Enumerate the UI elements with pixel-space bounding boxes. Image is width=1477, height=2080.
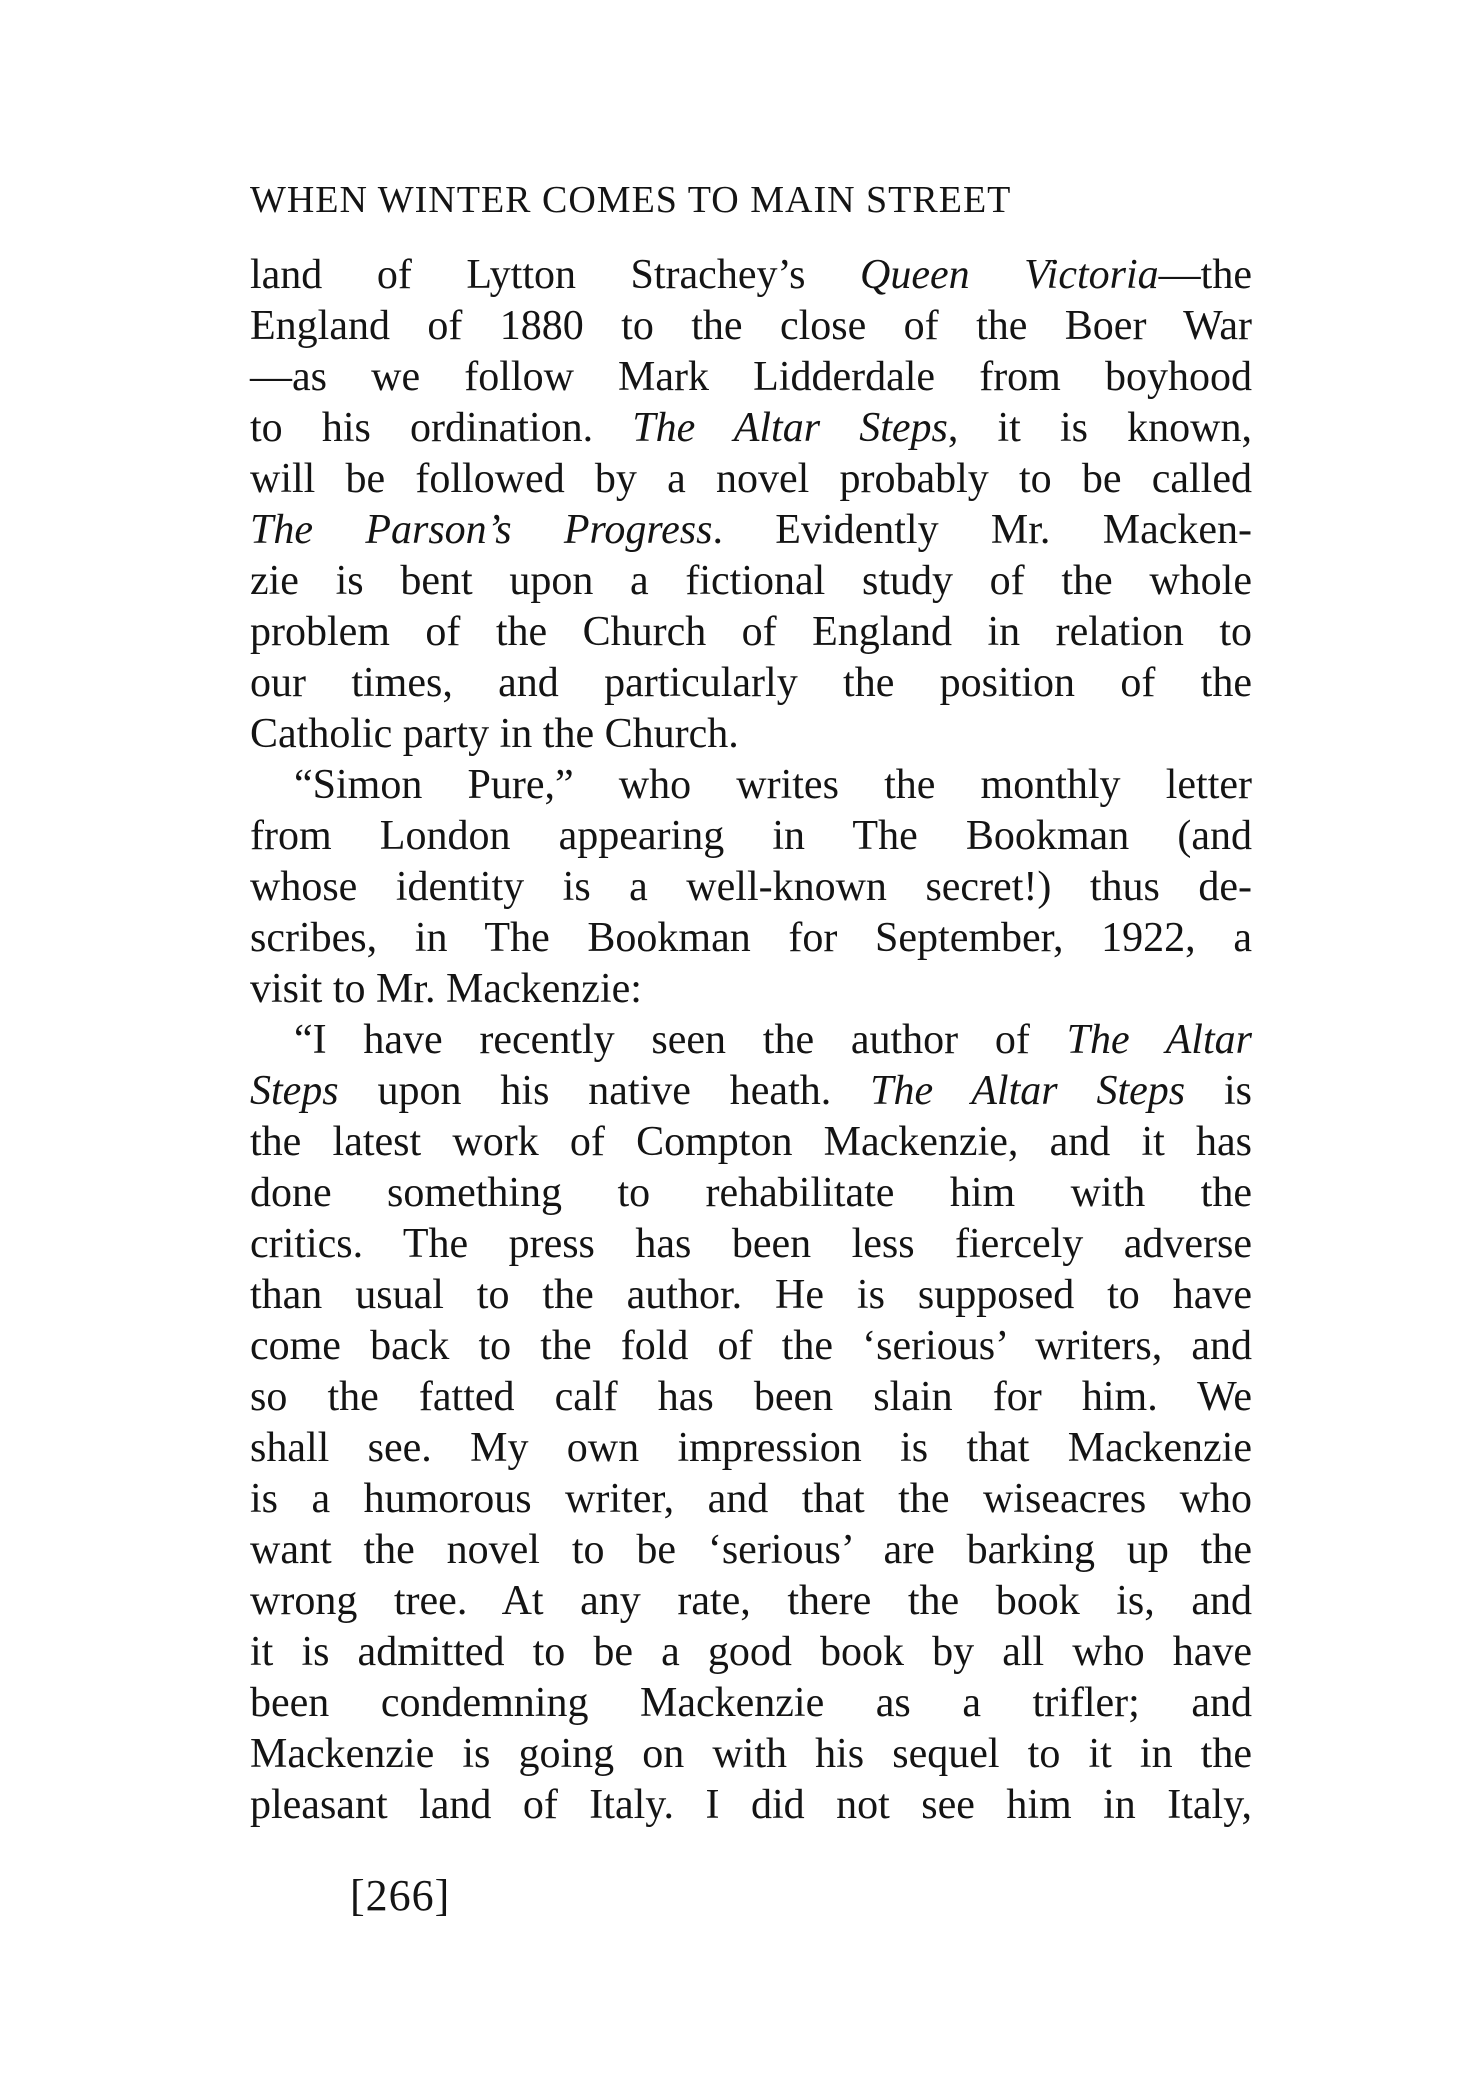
text-line xyxy=(250,913,1252,964)
text-line xyxy=(250,1678,1252,1729)
text-segment: visit to Mr. Mackenzie: xyxy=(250,966,642,1012)
text-line xyxy=(250,709,1252,760)
text-segment: to his ordination. xyxy=(250,405,633,451)
text-line xyxy=(250,1525,1252,1576)
text-segment: it is admitted to be a good book by all who have xyxy=(250,1629,1252,1675)
text-segment: from London appearing in The Bookman (and xyxy=(250,813,1252,859)
italic-title-text: The Parson’s Progress xyxy=(250,507,713,553)
text-segment: is xyxy=(1185,1068,1252,1114)
text-segment: England of 1880 to the close of the Boer War xyxy=(250,303,1252,349)
text-segment: is a humorous writer, and that the wiseacres who xyxy=(250,1476,1252,1522)
text-segment: shall see. My own impression is that Mackenzie xyxy=(250,1425,1252,1471)
text-segment: come back to the fold of the ‘serious’ writers, and xyxy=(250,1323,1252,1369)
text-line xyxy=(250,250,1252,301)
running-head: WHEN WINTER COMES TO MAIN STREET xyxy=(250,179,1012,221)
italic-title-text: The Altar xyxy=(1066,1017,1252,1063)
text-segment: , it is known, xyxy=(947,405,1252,451)
text-line xyxy=(250,1270,1252,1321)
text-segment: Mackenzie is going on with his sequel to it in the xyxy=(250,1731,1252,1777)
text-segment: critics. The press has been less fiercely adverse xyxy=(250,1221,1252,1267)
text-segment: —the xyxy=(1158,252,1252,298)
text-segment: problem of the Church of England in relation to xyxy=(250,609,1252,655)
body-text xyxy=(250,250,1252,1831)
italic-title-text: Steps xyxy=(250,1068,339,1114)
text-segment: want the novel to be ‘serious’ are barking up the xyxy=(250,1527,1252,1573)
text-line xyxy=(250,505,1252,556)
text-line xyxy=(250,811,1252,862)
text-segment: been condemning Mackenzie as a trifler; and xyxy=(250,1680,1252,1726)
text-segment: —as we follow Mark Lidderdale from boyhood xyxy=(250,354,1252,400)
text-line xyxy=(250,556,1252,607)
text-line xyxy=(250,1168,1252,1219)
text-segment: so the fatted calf has been slain for him. We xyxy=(250,1374,1252,1420)
text-segment: zie is bent upon a fictional study of the whole xyxy=(250,558,1252,604)
text-segment: land of Lytton Strachey’s xyxy=(250,252,860,298)
text-segment: upon his native heath. xyxy=(338,1068,871,1114)
text-line xyxy=(250,1780,1252,1831)
text-segment: our times, and particularly the position of the xyxy=(250,660,1252,706)
text-segment: wrong tree. At any rate, there the book is, and xyxy=(250,1578,1252,1624)
text-line xyxy=(250,1729,1252,1780)
text-line xyxy=(250,1117,1252,1168)
italic-title-text: The Altar Steps xyxy=(870,1068,1186,1114)
text-line xyxy=(250,1066,1252,1117)
text-line xyxy=(250,1423,1252,1474)
text-line xyxy=(250,658,1252,709)
text-segment: than usual to the author. He is supposed to have xyxy=(250,1272,1252,1318)
text-segment: Catholic party in the Church. xyxy=(250,711,739,757)
text-line xyxy=(250,301,1252,352)
page-number: [266] xyxy=(350,1871,451,1920)
text-line xyxy=(250,1474,1252,1525)
text-line xyxy=(250,403,1252,454)
text-line xyxy=(250,964,1252,1015)
text-line xyxy=(250,1372,1252,1423)
text-segment: the latest work of Compton Mackenzie, and it has xyxy=(250,1119,1252,1165)
text-segment: done something to rehabilitate him with the xyxy=(250,1170,1252,1216)
text-line xyxy=(250,454,1252,505)
italic-title-text: The Altar Steps xyxy=(632,405,948,451)
text-segment: whose identity is a well-known secret!) thus de- xyxy=(250,864,1252,910)
text-segment: . Evidently Mr. Macken- xyxy=(712,507,1252,553)
text-line xyxy=(250,1627,1252,1678)
text-line xyxy=(250,352,1252,403)
text-line xyxy=(250,1219,1252,1270)
text-segment: will be followed by a novel probably to be called xyxy=(250,456,1252,502)
text-line xyxy=(250,862,1252,913)
text-segment: scribes, in The Bookman for September, 1922, a xyxy=(250,915,1252,961)
text-line xyxy=(250,1015,1252,1066)
text-line xyxy=(250,1576,1252,1627)
text-segment: pleasant land of Italy. I did not see him in Italy, xyxy=(250,1782,1252,1828)
italic-title-text: Queen Victoria xyxy=(860,252,1159,298)
text-line xyxy=(250,760,1252,811)
text-line xyxy=(250,1321,1252,1372)
text-segment: “I have recently seen the author of xyxy=(294,1017,1067,1063)
text-segment: “Simon Pure,” who writes the monthly letter xyxy=(294,762,1252,808)
text-line xyxy=(250,607,1252,658)
